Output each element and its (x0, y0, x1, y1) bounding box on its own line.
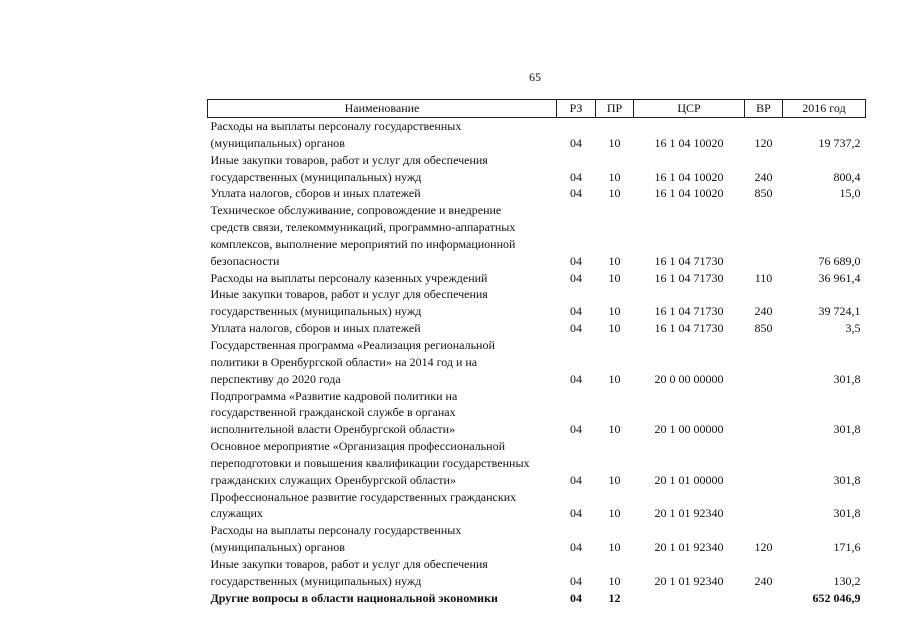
row-vr-cell (745, 489, 783, 523)
row-pr-cell: 10 (608, 472, 621, 487)
row-name-cell: Расходы на выплаты персоналу государственных (муниципальных) органов (210, 119, 462, 150)
row-pr-cell: 12 (608, 590, 621, 605)
row-name-cell: Уплата налогов, сборов и иных платежей (210, 186, 421, 201)
header-row (208, 100, 866, 118)
row-vr-cell: 110 (754, 270, 773, 285)
row-csr-cell: 16 1 04 71730 (654, 321, 724, 336)
table-row (208, 556, 866, 590)
row-name-cell: Профессиональное развитие государственных гражданских служащих (210, 489, 517, 521)
row-rz-cell: 04 (570, 472, 582, 487)
row-pr-cell: 10 (608, 169, 621, 184)
row-pr-cell: 10 (608, 371, 621, 386)
row-rz-cell: 04 (570, 186, 582, 201)
row-name-cell: Расходы на выплаты персоналу государственных (муниципальных) органов (210, 523, 462, 555)
row-name-cell: Государственная программа «Реализация региональной политики в Оренбургской области» на 2014 год и на перспективу до 2020 года (210, 337, 495, 386)
table-row (208, 590, 866, 607)
row-rz-cell: 04 (570, 169, 582, 184)
table-row (208, 438, 866, 489)
row-sum-cell: 301,8 (833, 472, 861, 487)
row-sum-cell: 130,2 (833, 573, 861, 588)
row-pr-cell: 10 (608, 321, 621, 336)
table-row (208, 286, 866, 320)
page-number: 65 (529, 70, 541, 84)
row-sum-cell: 76 689,0 (818, 253, 861, 268)
row-rz-cell: 04 (570, 135, 582, 150)
table-row (208, 489, 866, 523)
row-csr-cell: 16 1 04 10020 (654, 169, 724, 184)
row-sum-cell: 36 961,4 (818, 270, 861, 285)
row-sum-cell: 171,6 (833, 540, 861, 555)
row-name-cell: Другие вопросы в области национальной экономики (210, 590, 498, 605)
table-row (208, 337, 866, 388)
header-sum: 2016 год (783, 100, 866, 118)
row-pr-cell: 10 (608, 540, 621, 555)
row-rz-cell: 04 (570, 253, 582, 268)
row-csr-cell: 20 1 00 00000 (654, 422, 724, 437)
table-row (208, 320, 866, 337)
table-row (208, 152, 866, 186)
row-name-cell: Иные закупки товаров, работ и услуг для обеспечения государственных (муниципальных) нужд (210, 152, 488, 184)
row-csr-cell: 20 1 01 92340 (654, 573, 724, 588)
table-row (208, 118, 866, 152)
row-name-cell: Основное мероприятие «Организация профессиональной переподготовки и повышения квалификации государственных гражданских служащих Оренбургской области» (210, 439, 530, 487)
row-name-cell: Техническое обслуживание, сопровождение и внедрение средств связи, телекоммуникаций, программно-аппаратных комплексов, выполнение мероприятий по информационной безопасности (210, 203, 516, 268)
row-sum-cell: 39 724,1 (818, 304, 861, 319)
row-name-cell: Подпрограмма «Развитие кадровой политики на государственной гражданской службе в органах исполнительной власти Оренбургской области» (210, 388, 458, 437)
row-csr-cell: 16 1 04 71730 (654, 270, 724, 285)
row-rz-cell: 04 (570, 422, 582, 437)
row-vr-cell: 850 (754, 321, 773, 336)
row-pr-cell: 10 (608, 422, 621, 437)
row-rz-cell: 04 (570, 371, 582, 386)
row-sum-cell: 301,8 (833, 506, 861, 521)
row-name-cell: Расходы на выплаты персоналу казенных учреждений (210, 270, 488, 285)
row-vr-cell: 240 (754, 573, 773, 588)
row-name-cell: Иные закупки товаров, работ и услуг для обеспечения государственных (муниципальных) нужд (210, 287, 488, 319)
row-rz-cell: 04 (570, 573, 582, 588)
row-csr-cell: 20 1 01 92340 (654, 540, 724, 555)
row-rz-cell: 04 (570, 321, 582, 336)
row-csr-cell: 16 1 04 10020 (654, 186, 724, 201)
row-pr-cell: 10 (608, 186, 621, 201)
row-csr-cell (634, 590, 745, 607)
row-vr-cell: 120 (754, 135, 773, 150)
row-csr-cell: 16 1 04 71730 (654, 304, 724, 319)
row-csr-cell: 20 0 00 00000 (654, 371, 724, 386)
table-header (208, 100, 866, 118)
row-rz-cell: 04 (570, 304, 582, 319)
row-pr-cell: 10 (608, 304, 621, 319)
row-vr-cell: 120 (754, 540, 773, 555)
row-vr-cell (745, 337, 783, 388)
header-rz: РЗ (557, 100, 596, 118)
row-sum-cell: 301,8 (833, 422, 861, 437)
row-sum-cell: 19 737,2 (818, 135, 861, 150)
row-vr-cell: 240 (754, 169, 773, 184)
row-name-cell: Уплата налогов, сборов и иных платежей (210, 321, 421, 336)
table-row (208, 202, 866, 269)
row-pr-cell: 10 (608, 573, 621, 588)
row-sum-cell: 15,0 (839, 186, 861, 201)
row-vr-cell (745, 202, 783, 269)
table-row (208, 185, 866, 202)
row-rz-cell: 04 (570, 590, 582, 605)
header-name: Наименование (208, 100, 557, 118)
header-vr: ВР (745, 100, 783, 118)
table-body (208, 118, 866, 607)
row-sum-cell: 652 046,9 (812, 590, 861, 605)
row-pr-cell: 10 (608, 135, 621, 150)
table-row (208, 388, 866, 439)
row-sum-cell: 800,4 (833, 169, 861, 184)
row-rz-cell: 04 (570, 506, 582, 521)
row-rz-cell: 04 (570, 540, 582, 555)
row-pr-cell: 10 (608, 253, 621, 268)
row-sum-cell: 301,8 (833, 371, 861, 386)
row-vr-cell (745, 388, 783, 439)
table-row (208, 522, 866, 556)
row-rz-cell: 04 (570, 270, 582, 285)
row-sum-cell: 3,5 (845, 321, 861, 336)
header-pr: ПР (596, 100, 634, 118)
row-csr-cell: 20 1 01 00000 (654, 472, 724, 487)
row-vr-cell (745, 590, 783, 607)
row-pr-cell: 10 (608, 270, 621, 285)
row-vr-cell (745, 438, 783, 489)
budget-table (207, 99, 866, 606)
row-csr-cell: 20 1 01 92340 (654, 506, 724, 521)
table-row (208, 270, 866, 287)
header-csr: ЦСР (634, 100, 745, 118)
row-csr-cell: 16 1 04 10020 (654, 135, 724, 150)
row-pr-cell: 10 (608, 506, 621, 521)
row-vr-cell: 850 (754, 186, 773, 201)
row-vr-cell: 240 (754, 304, 773, 319)
row-name-cell: Иные закупки товаров, работ и услуг для обеспечения государственных (муниципальных) нужд (210, 556, 488, 588)
row-csr-cell: 16 1 04 71730 (654, 253, 724, 268)
